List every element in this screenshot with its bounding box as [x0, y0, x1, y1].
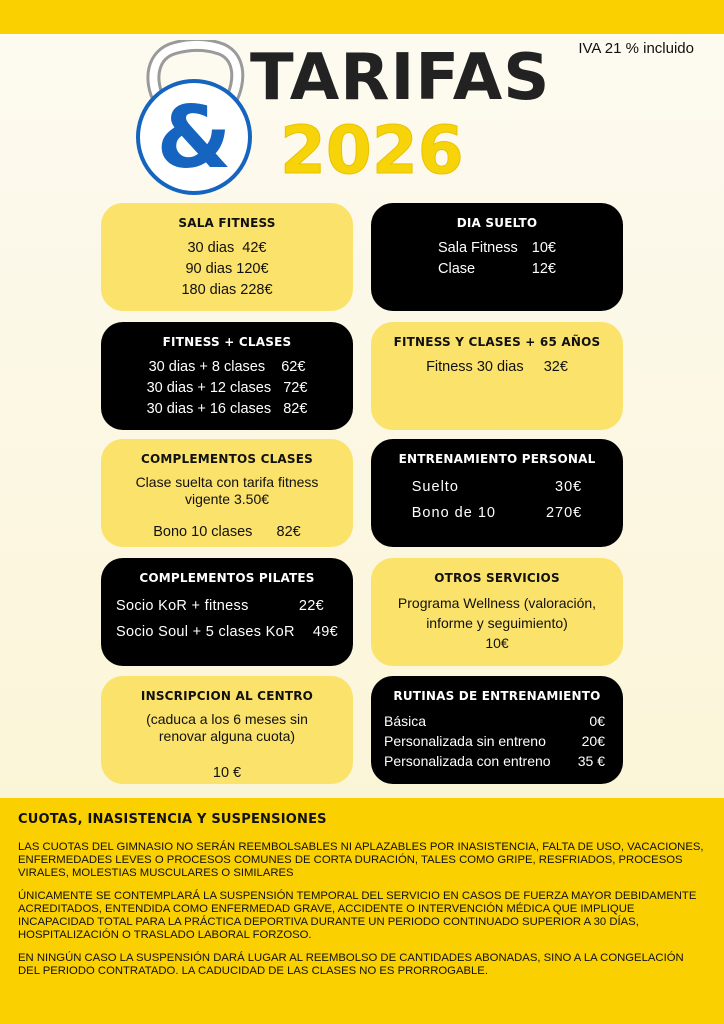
inscripcion-note: (caduca a los 6 meses sin renovar alguna cuota)	[146, 711, 308, 744]
kettlebell-logo	[130, 40, 260, 195]
price-row	[371, 731, 623, 751]
price-line: 30 dias + 16 clases 82€	[146, 401, 308, 417]
price-label: Clase	[438, 261, 476, 277]
terms-paragraph: ÚNICAMENTE SE CONTEMPLARÁ LA SUSPENSIÓN TEMPORAL DEL SERVICIO EN CASOS DE FUERZA MAYOR DEBIDAMENTE ACREDITADOS, ENTENDIDA COMO ENFERMEDAD GRAVE, ACCIDENTE O INTERVENCIÓN MÉDICA QUE IMPLIQUE INCAPACIDAD TOTAL PARA LA PRÁCTICA DEPORTIVA DURANTE UN PERIODO CONTINUADO SUPERIOR A 30 DÍAS, HOSPITALIZACIÓN O TRASLADO LABORAL FORZOSO.	[18, 890, 697, 941]
price-line: Clase suelta con tarifa fitness vigente 3.50€	[135, 474, 319, 507]
price-label: Bono de 10	[411, 505, 496, 521]
kettlebell-icon	[130, 40, 260, 195]
price-value: 270€	[545, 505, 583, 521]
price-label: Básica	[384, 713, 427, 729]
terms-paragraph: LAS CUOTAS DEL GIMNASIO NO SERÁN REEMBOLSABLES NI APLAZABLES POR INASISTENCIA, FALTA DE USO, VACACIONES, ENFERMEDADES LEVES O PROCESOS COMUNES DE CORTA DURACIÓN, TALES COMO GRIPE, RESFRIADOS, PROCESOS VIRALES, MOLESTIAS MUSCULARES O SIMILARES	[18, 841, 704, 879]
price-table	[371, 474, 623, 526]
price-row	[371, 711, 623, 731]
price-value: 0€	[589, 713, 605, 729]
price-value: 12€	[531, 261, 556, 277]
page-year: 2026	[280, 112, 464, 189]
price-value: 49€	[312, 624, 338, 640]
price-value: 10 €	[212, 765, 242, 781]
card-title: COMPLEMENTOS CLASES	[141, 452, 313, 466]
top-accent-bar	[0, 0, 724, 34]
page-title: TARIFAS	[250, 41, 551, 115]
card-otros-servicios	[371, 558, 623, 666]
price-line: Fitness 30 dias 32€	[426, 359, 568, 375]
logo-ampersand: &	[156, 88, 232, 188]
price-value: 30€	[555, 479, 583, 495]
terms-title: CUOTAS, INASISTENCIA Y SUSPENSIONES	[18, 812, 327, 827]
price-label: Suelto	[411, 479, 459, 495]
price-value: 22€	[298, 598, 324, 614]
card-title: COMPLEMENTOS PILATES	[139, 571, 315, 585]
price-line: 90 dias 120€	[185, 261, 269, 277]
card-fitness-65	[371, 322, 623, 430]
card-title: INSCRIPCION AL CENTRO	[140, 689, 314, 703]
card-title: FITNESS Y CLASES + 65 AÑOS	[393, 335, 601, 349]
iva-note: IVA 21 % incluido	[578, 40, 694, 57]
price-label: Personalizada sin entreno	[384, 733, 546, 749]
price-line: 30 dias + 8 clases 62€	[148, 359, 306, 375]
terms-section	[0, 798, 724, 1024]
price-row	[371, 751, 623, 771]
price-line: 30 dias 42€	[187, 240, 267, 256]
price-label: Socio Soul + 5 clases KoR	[116, 624, 295, 640]
card-complementos-clases	[101, 439, 353, 547]
card-title: ENTRENAMIENTO PERSONAL	[398, 452, 596, 466]
price-label: Personalizada con entreno	[384, 753, 551, 769]
card-title: OTROS SERVICIOS	[434, 571, 560, 585]
card-fitness-clases	[101, 322, 353, 430]
price-value: 20€	[581, 733, 605, 749]
price-label: Socio KoR + fitness	[116, 598, 249, 614]
price-value: 10€	[485, 635, 509, 651]
card-dia-suelto	[371, 203, 623, 311]
card-title: SALA FITNESS	[178, 216, 276, 230]
price-table	[101, 593, 353, 645]
card-title: RUTINAS DE ENTRENAMIENTO	[393, 689, 601, 703]
price-line: Bono 10 clases 82€	[153, 524, 301, 540]
price-table	[371, 238, 623, 280]
card-sala-fitness	[101, 203, 353, 311]
card-complementos-pilates	[101, 558, 353, 666]
price-value: 10€	[531, 240, 556, 256]
card-inscripcion	[101, 676, 353, 784]
price-label: Sala Fitness	[438, 240, 518, 256]
price-line: 30 dias + 12 clases 72€	[146, 380, 308, 396]
card-rutinas	[371, 676, 623, 784]
service-description: Programa Wellness (valoración, informe y seguimiento)	[397, 595, 597, 631]
price-line: 180 dias 228€	[181, 282, 273, 298]
card-entrenamiento-personal	[371, 439, 623, 547]
terms-paragraph: EN NINGÚN CASO LA SUSPENSIÓN DARÁ LUGAR AL REEMBOLSO DE CANTIDADES ABONADAS, SINO A LA CONGELACIÓN DEL PERIODO CONTRATADO. LA CADUCIDAD DE LAS CLASES NO ES PRORROGABLE.	[18, 952, 684, 977]
card-title: FITNESS + CLASES	[162, 335, 292, 349]
price-value: 35 €	[577, 753, 605, 769]
card-title: DIA SUELTO	[456, 216, 538, 230]
